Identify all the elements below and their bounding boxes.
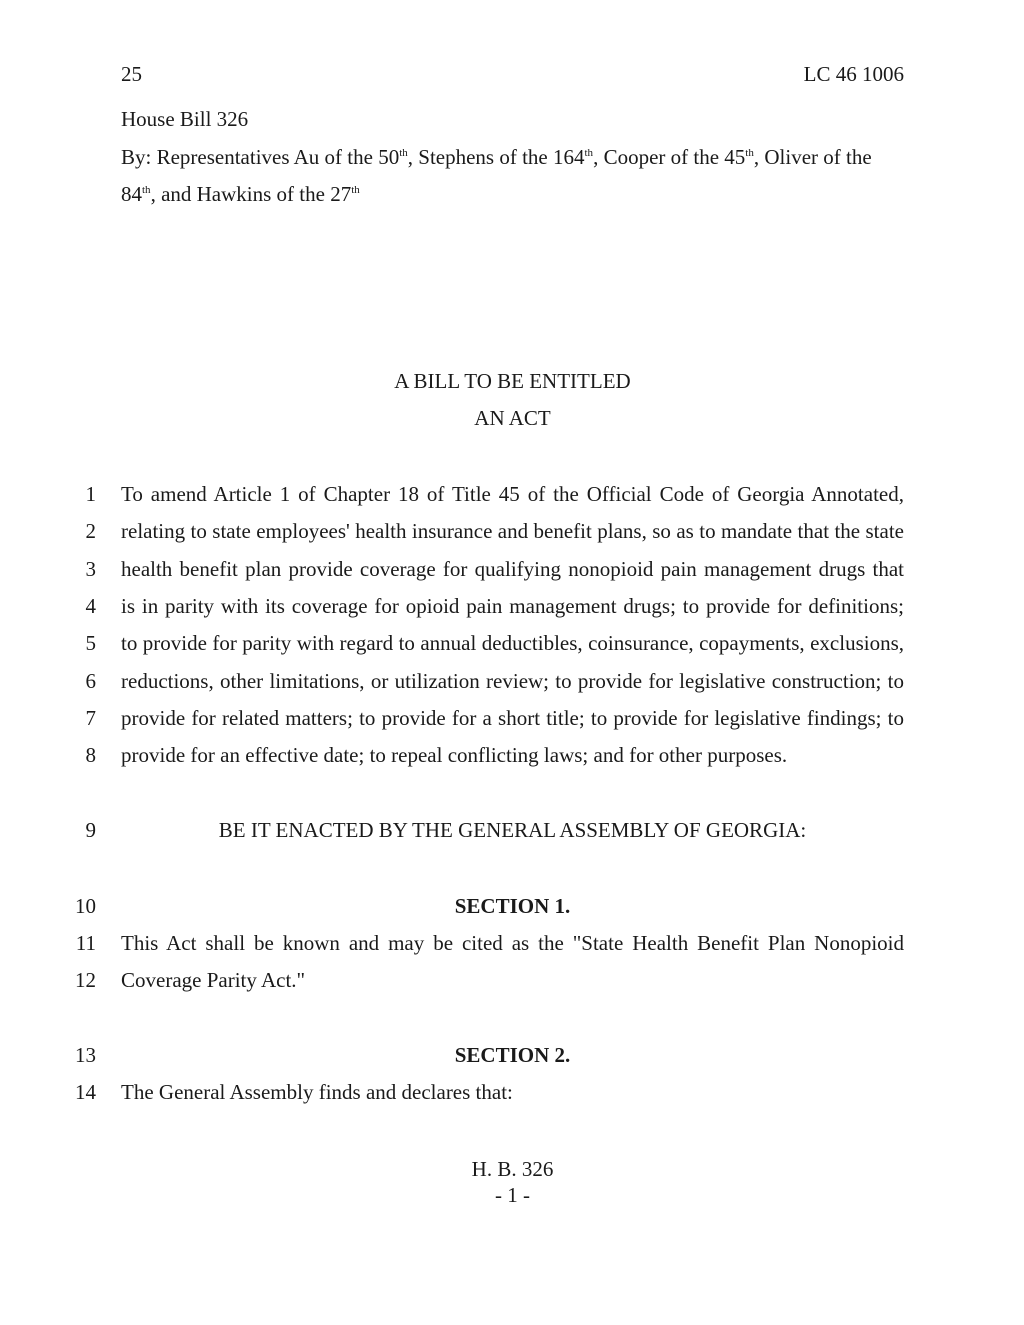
sponsors-text: , Oliver of the — [753, 145, 872, 169]
sponsors-line-1 — [121, 145, 872, 170]
section-heading: SECTION 1. — [454, 894, 571, 918]
line-number: 5 — [85, 631, 96, 655]
sponsors-ordinal: th — [745, 147, 754, 159]
line-number: 1 — [85, 482, 96, 506]
line-number: 8 — [85, 743, 96, 767]
line-number: 7 — [85, 706, 96, 730]
sponsors-text: , and Hawkins of the 27 — [150, 182, 352, 206]
sponsors-text: 84 — [121, 182, 142, 206]
line-text: The General Assembly finds and declares that: — [121, 1080, 513, 1104]
line-number: 9 — [85, 818, 96, 842]
line-text: To amend Article 1 of Chapter 18 of Title 45 of the Official Code of Georgia Annotated, — [121, 482, 904, 506]
enacting-clause: BE IT ENACTED BY THE GENERAL ASSEMBLY OF GEORGIA: — [218, 818, 807, 842]
line-number: 10 — [75, 894, 96, 918]
line-text: provide for related matters; to provide for a short title; to provide for legislative findings; to — [121, 706, 904, 730]
section-heading: SECTION 2. — [454, 1043, 571, 1067]
sponsors-ordinal: th — [351, 184, 360, 196]
lc-code: LC 46 1006 — [803, 62, 904, 86]
line-text: health benefit plan provide coverage for qualifying nonopioid pain management drugs that — [121, 557, 904, 581]
footer-bill-ref: H. B. 326 — [471, 1157, 554, 1181]
line-text: provide for an effective date; to repeal conflicting laws; and for other purposes. — [121, 743, 788, 767]
line-text: reductions, other limitations, or utilization review; to provide for legislative construction; to — [121, 669, 904, 693]
line-text: is in parity with its coverage for opioid pain management drugs; to provide for definitions; — [121, 594, 904, 618]
sponsors-ordinal: th — [399, 147, 408, 159]
sponsors-ordinal: th — [142, 184, 151, 196]
sponsors-ordinal: th — [584, 147, 594, 159]
line-text: to provide for parity with regard to annual deductibles, coinsurance, copayments, exclusions, — [121, 631, 904, 655]
line-text: This Act shall be known and may be cited as the "State Health Benefit Plan Nonopioid — [121, 931, 904, 955]
footer-page-number: - 1 - — [495, 1183, 530, 1207]
sponsors-text: , Stephens of the 164 — [407, 145, 585, 169]
line-number: 4 — [85, 594, 96, 618]
line-number: 2 — [85, 519, 96, 543]
bill-heading: A BILL TO BE ENTITLED — [394, 369, 631, 393]
act-heading: AN ACT — [474, 406, 551, 430]
page-ref-number: 25 — [121, 62, 142, 86]
line-number: 3 — [85, 557, 96, 581]
line-text: Coverage Parity Act." — [121, 968, 306, 992]
sponsors-line-2 — [121, 182, 360, 207]
line-number: 11 — [75, 931, 96, 955]
sponsors-text: , Cooper of the 45 — [593, 145, 746, 169]
bill-title: House Bill 326 — [121, 107, 249, 131]
line-number: 14 — [75, 1080, 96, 1104]
sponsors-text: By: Representatives Au of the 50 — [121, 145, 400, 169]
line-number: 6 — [85, 669, 96, 693]
line-number: 13 — [75, 1043, 96, 1067]
line-number: 12 — [75, 968, 96, 992]
line-text: relating to state employees' health insurance and benefit plans, so as to mandate that the state — [121, 519, 904, 543]
